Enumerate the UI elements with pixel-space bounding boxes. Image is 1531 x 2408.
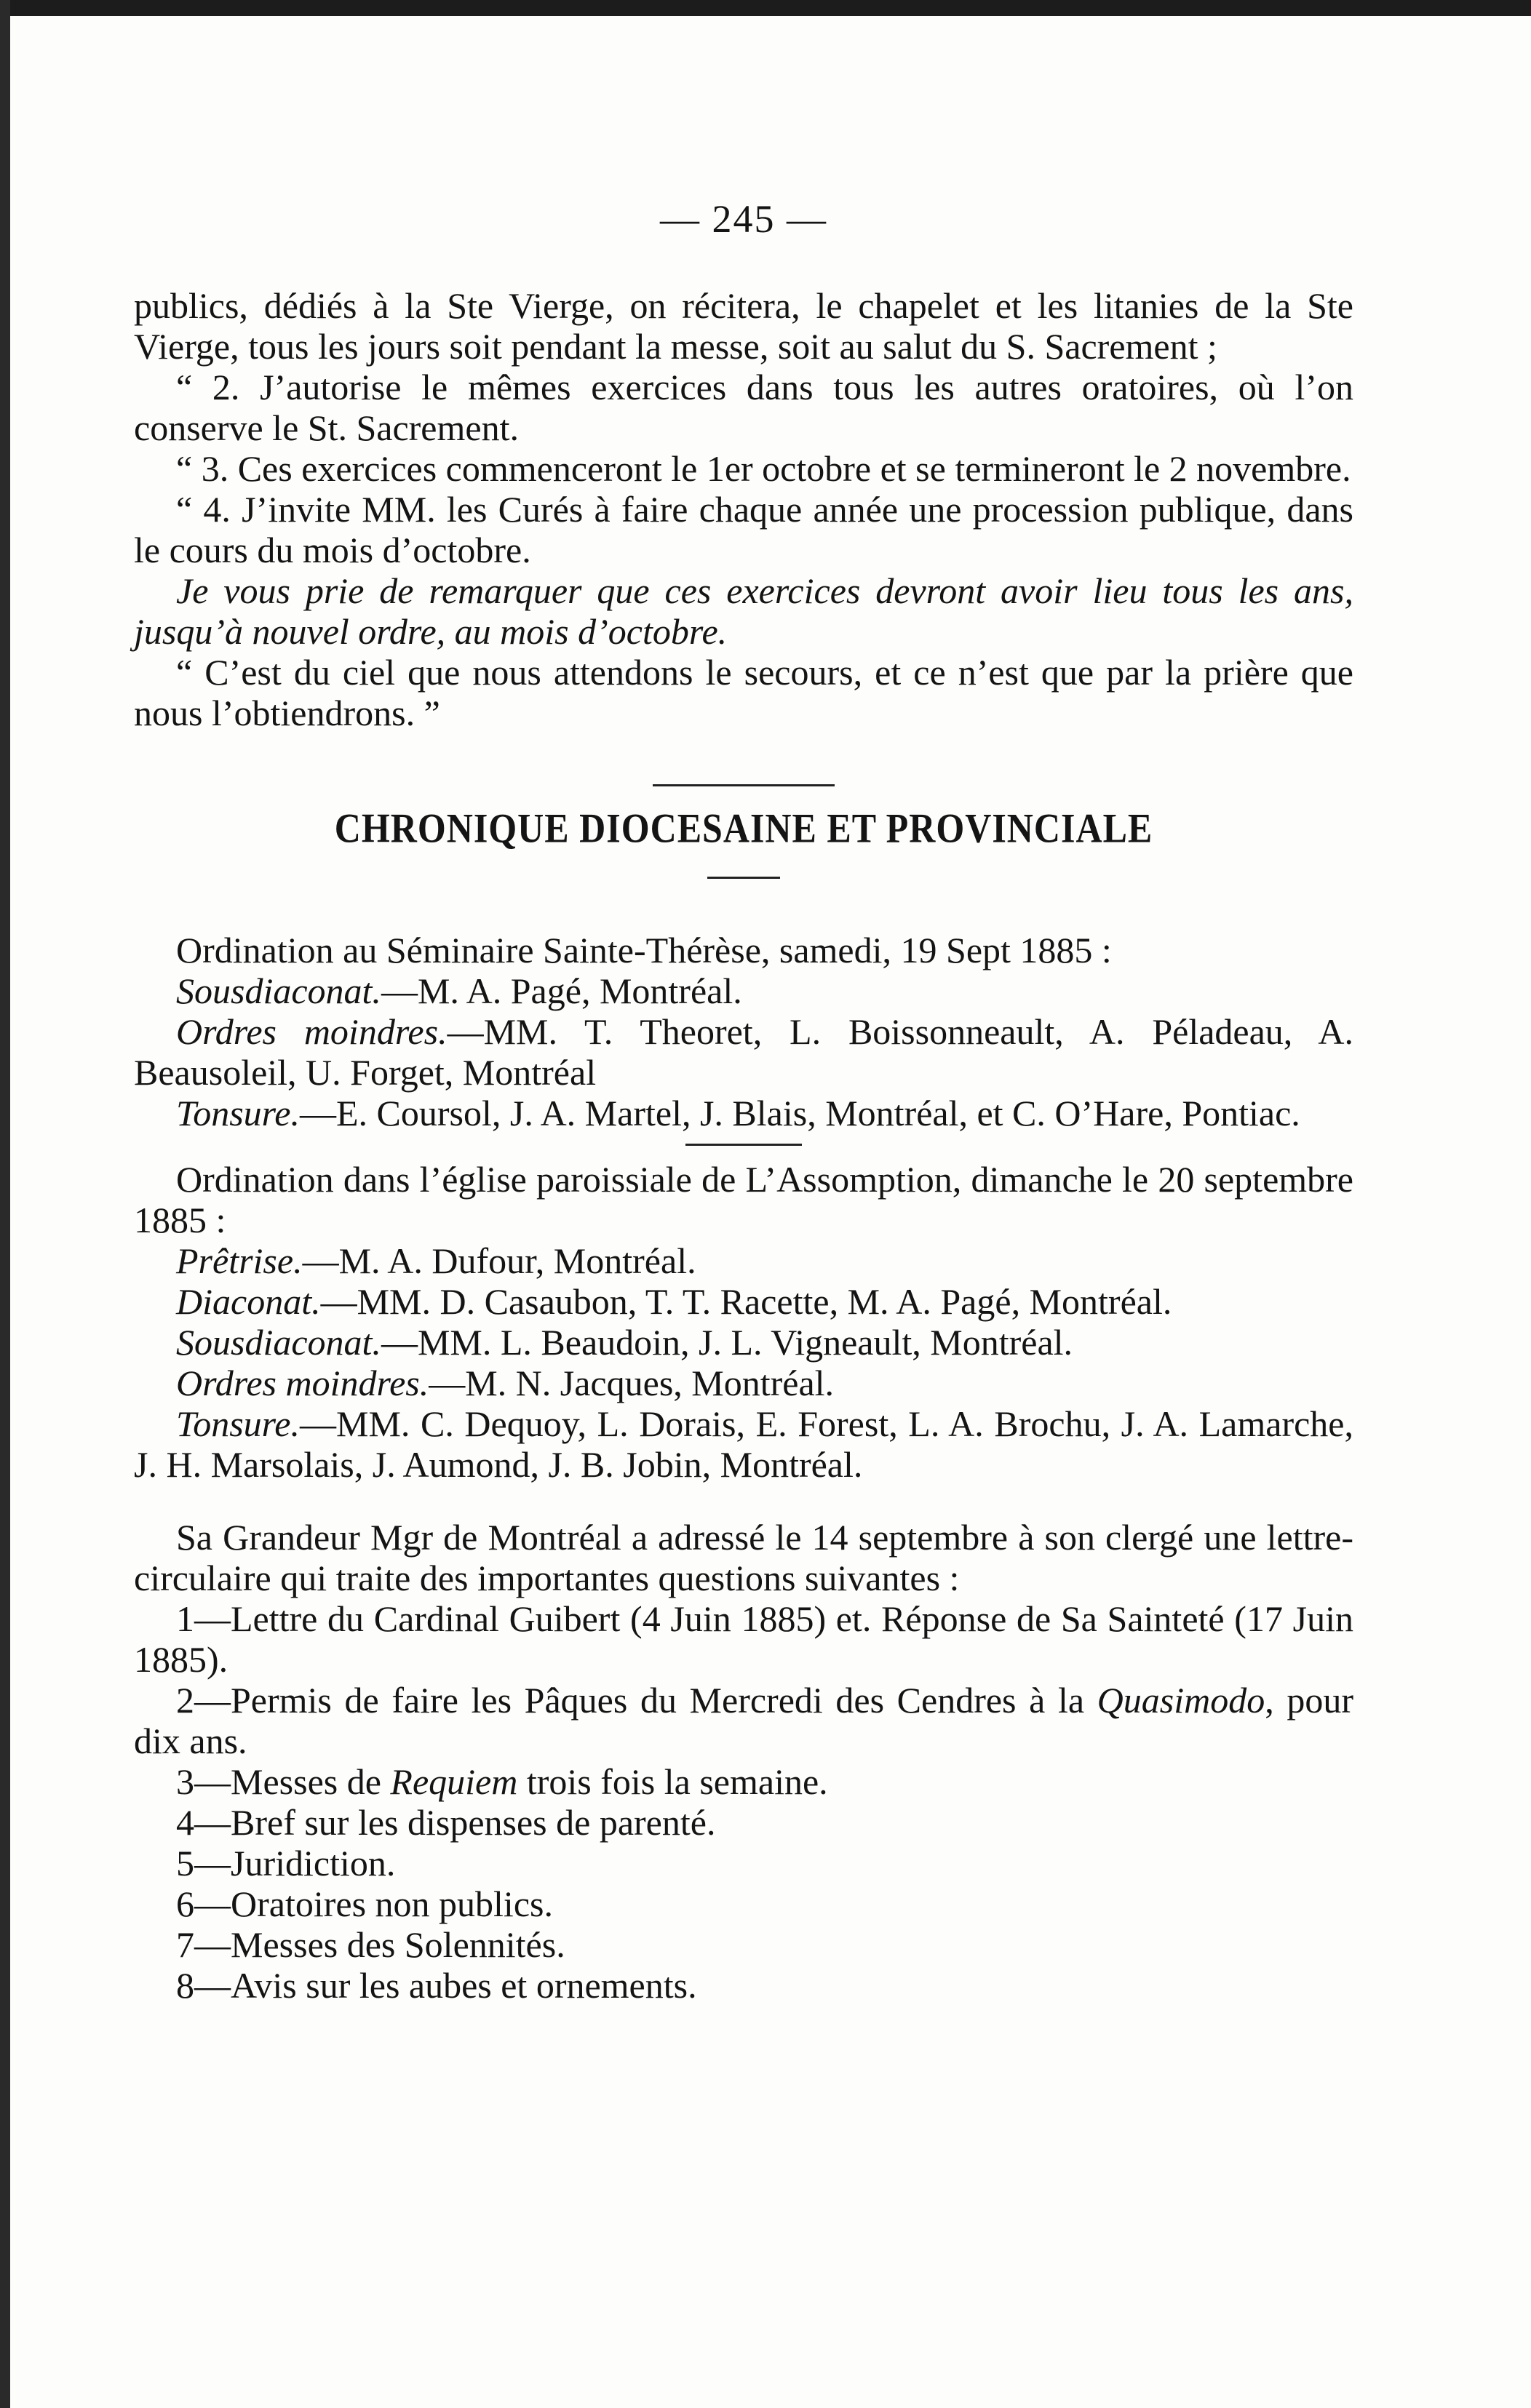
- ordination-entry: [134, 1240, 1353, 1281]
- ordination-entry: [134, 1011, 1353, 1093]
- item-text: 4—Bref sur les dispenses de parenté.: [176, 1802, 716, 1843]
- item-italic: Quasimodo: [1097, 1680, 1265, 1721]
- ordination-entry: [134, 970, 1353, 1011]
- block-spacer: [134, 1485, 1353, 1517]
- section-title: CHRONIQUE DIOCESAINE ET PROVINCIALE: [334, 804, 1153, 852]
- order-label: Ordres moindres.: [176, 1363, 429, 1403]
- ordination-intro: Ordination dans l’église paroissiale de L’Assomption, dimanche le 20 septembre 1885 :: [134, 1159, 1353, 1240]
- order-label: Sousdiaconat.: [176, 1322, 381, 1363]
- ordination-entry: [134, 1403, 1353, 1485]
- circular-intro: Sa Grandeur Mgr de Montréal a adressé le 14 septembre à son clergé une lettre-circulaire qui traite des importantes questions suivantes :: [134, 1517, 1353, 1598]
- ordination-block-1: [134, 930, 1353, 1133]
- block-divider: [685, 1144, 802, 1146]
- page-number: — 245 —: [660, 197, 827, 241]
- item-text: 2—Permis de faire les Pâques du Mercredi des Cendres à la: [176, 1680, 1097, 1721]
- order-names: —M. A. Pagé, Montréal.: [381, 970, 742, 1011]
- circular-item: [134, 1883, 1353, 1924]
- order-names: —E. Coursol, J. A. Martel, J. Blais, Montréal, et C. O’Hare, Pontiac.: [299, 1093, 1300, 1133]
- letter-paragraph: “ 2. J’autorise le mêmes exercices dans tous les autres oratoires, où l’on conserve le St. Sacrement.: [134, 367, 1353, 448]
- letter-paragraph: publics, dédiés à la Ste Vierge, on récitera, le chapelet et les litanies de la Ste Vierge, tous les jours soit pendant la messe, soit au salut du S. Sacrement ;: [134, 285, 1353, 367]
- ordination-block-2: [134, 1159, 1353, 1485]
- letter-paragraph-italic: Je vous prie de remarquer que ces exercices devront avoir lieu tous les ans, jusqu’à nouvel ordre, au mois d’octobre.: [134, 570, 1353, 652]
- letter-paragraph: “ C’est du ciel que nous attendons le secours, et ce n’est que par la prière que nous l’obtiendrons. ”: [134, 652, 1353, 733]
- ordination-intro: Ordination au Séminaire Sainte-Thérèse, samedi, 19 Sept 1885 :: [176, 930, 1112, 970]
- circular-item: [134, 1598, 1353, 1680]
- circular-item: [134, 1761, 1353, 1802]
- order-names: —MM. C. Dequoy, L. Dorais, E. Forest, L. A. Brochu, J. A. Lamarche, J. H. Marsolais, J. Aumond, J. B. Jobin, Montréal.: [134, 1403, 1353, 1485]
- order-label: Tonsure.: [176, 1403, 300, 1444]
- order-names: —MM. L. Beaudoin, J. L. Vigneault, Montréal.: [381, 1322, 1073, 1363]
- item-text: 3—Messes de: [176, 1761, 391, 1802]
- page-top-border: [0, 0, 1531, 16]
- order-names: —MM. T. Theoret, L. Boissonneault, A. Péladeau, A. Beausoleil, U. Forget, Montréal: [134, 1011, 1353, 1093]
- item-text: 1—Lettre du Cardinal Guibert (4 Juin 1885) et. Réponse de Sa Sainteté (17 Juin 1885).: [134, 1598, 1353, 1680]
- ordination-entry: [134, 1281, 1353, 1322]
- circular-item: [134, 1680, 1353, 1761]
- title-divider: [707, 877, 780, 879]
- item-text: 5—Juridiction.: [176, 1843, 396, 1883]
- letter-section: [134, 285, 1353, 733]
- circular-item: [134, 1924, 1353, 1965]
- item-text-end: , pour dix ans.: [134, 1680, 1353, 1761]
- order-label: Prêtrise.: [176, 1240, 303, 1281]
- order-label: Diaconat.: [176, 1281, 321, 1322]
- page-left-border: [0, 0, 10, 2408]
- letter-paragraph: “ 3. Ces exercices commenceront le 1er octobre et se termineront le 2 novembre.: [176, 448, 1351, 489]
- order-names: —M. A. Dufour, Montréal.: [302, 1240, 696, 1281]
- ordination-entry: [134, 1322, 1353, 1363]
- item-text: 6—Oratoires non publics.: [176, 1883, 553, 1924]
- letter-paragraph: “ 4. J’invite MM. les Curés à faire chaque année une procession publique, dans le cours du mois d’octobre.: [134, 489, 1353, 570]
- circular-item: [134, 1802, 1353, 1843]
- item-text: 8—Avis sur les aubes et ornements.: [176, 1965, 697, 2006]
- order-label: Sousdiaconat.: [176, 970, 381, 1011]
- item-italic: Requiem: [390, 1761, 518, 1802]
- ordination-entry: [134, 1093, 1353, 1133]
- page-content: [134, 196, 1353, 2006]
- order-names: —MM. D. Casaubon, T. T. Racette, M. A. Pagé, Montréal.: [320, 1281, 1172, 1322]
- order-label: Ordres moindres.: [176, 1011, 448, 1052]
- order-label: Tonsure.: [176, 1093, 300, 1133]
- ordination-entry: [134, 1363, 1353, 1403]
- item-text: 7—Messes des Solennités.: [176, 1924, 565, 1965]
- circular-block: [134, 1517, 1353, 2006]
- item-text-end: trois fois la semaine.: [517, 1761, 828, 1802]
- section-divider: [653, 784, 835, 786]
- order-names: —M. N. Jacques, Montréal.: [429, 1363, 835, 1403]
- circular-item: [134, 1965, 1353, 2006]
- circular-item: [134, 1843, 1353, 1883]
